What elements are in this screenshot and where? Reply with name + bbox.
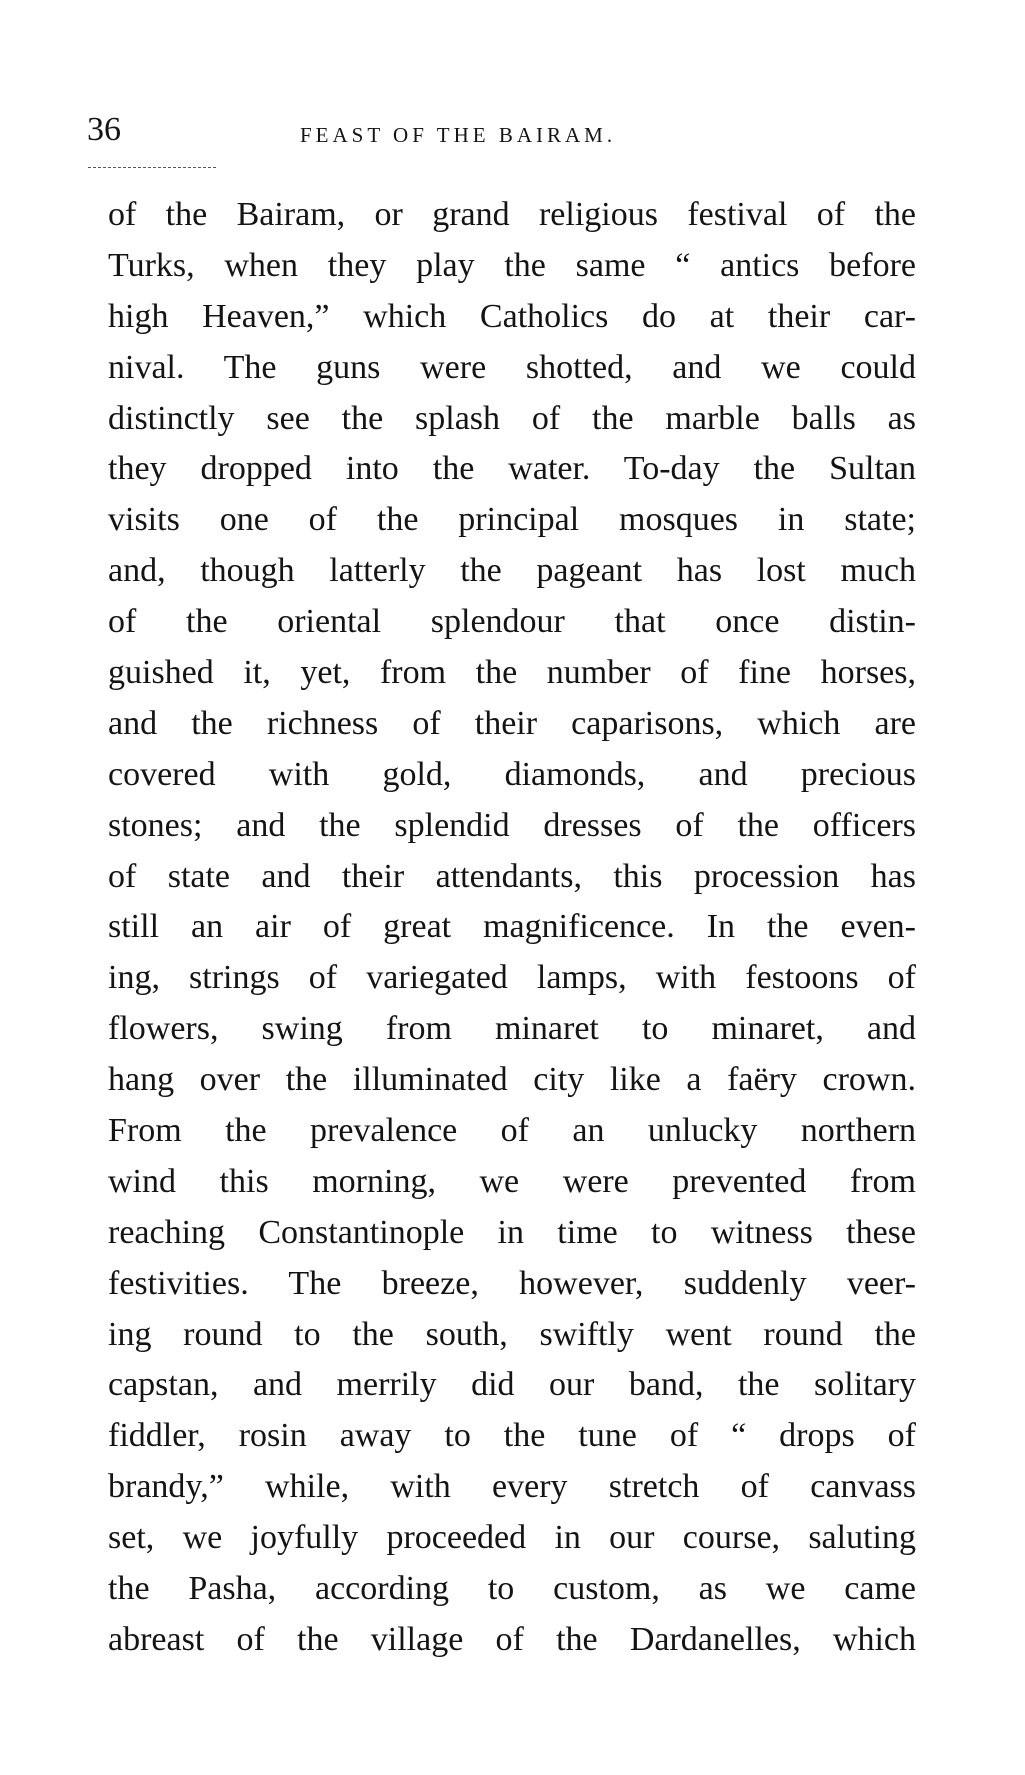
running-head-title: FEAST OF THE BAIRAM. — [300, 123, 617, 147]
text-line: Turks, when they play the same “ antics before — [108, 246, 916, 284]
text-line: distinctly see the splash of the marble balls as — [108, 399, 916, 437]
body-text — [108, 190, 916, 1666]
text-line: and the richness of their caparisons, which are — [108, 704, 916, 742]
text-line: ing round to the south, swiftly went round the — [108, 1315, 916, 1353]
header-rule — [88, 167, 216, 168]
text-line: set, we joyfully proceeded in our course, saluting — [108, 1519, 916, 1557]
text-line: stones; and the splendid dresses of the officers — [108, 806, 916, 844]
text-line: visits one of the principal mosques in state; — [108, 501, 916, 539]
text-line: abreast of the village of the Dardanelles, which — [108, 1620, 916, 1658]
text-line: flowers, swing from minaret to minaret, and — [108, 1010, 916, 1048]
text-line: reaching Constantinople in time to witness these — [108, 1213, 916, 1251]
text-line: wind this morning, we were prevented from — [108, 1162, 916, 1200]
text-line: nival. The guns were shotted, and we could — [108, 348, 916, 386]
text-line: guished it, yet, from the number of fine horses, — [108, 654, 916, 692]
page-number: 36 — [87, 111, 121, 148]
text-line: the Pasha, according to custom, as we came — [108, 1570, 916, 1608]
text-line: fiddler, rosin away to the tune of “ drops of — [108, 1417, 916, 1455]
text-line: of the oriental splendour that once distin- — [108, 603, 916, 641]
text-line: hang over the illuminated city like a faëry crown. — [108, 1061, 916, 1099]
text-line: they dropped into the water. To-day the Sultan — [108, 450, 916, 488]
text-line: of state and their attendants, this procession has — [108, 857, 916, 895]
text-line: festivities. The breeze, however, suddenly veer- — [108, 1264, 916, 1302]
text-line: high Heaven,” which Catholics do at their car- — [108, 297, 916, 335]
text-line: covered with gold, diamonds, and precious — [108, 755, 916, 793]
text-line: of the Bairam, or grand religious festival of the — [108, 196, 916, 233]
text-line: brandy,” while, with every stretch of canvass — [108, 1468, 916, 1506]
text-line: and, though latterly the pageant has lost much — [108, 552, 916, 590]
text-line: ing, strings of variegated lamps, with festoons of — [108, 959, 916, 997]
text-line: capstan, and merrily did our band, the solitary — [108, 1366, 916, 1404]
text-line: still an air of great magnificence. In the even- — [108, 908, 916, 946]
text-line: From the prevalence of an unlucky northern — [108, 1112, 916, 1150]
